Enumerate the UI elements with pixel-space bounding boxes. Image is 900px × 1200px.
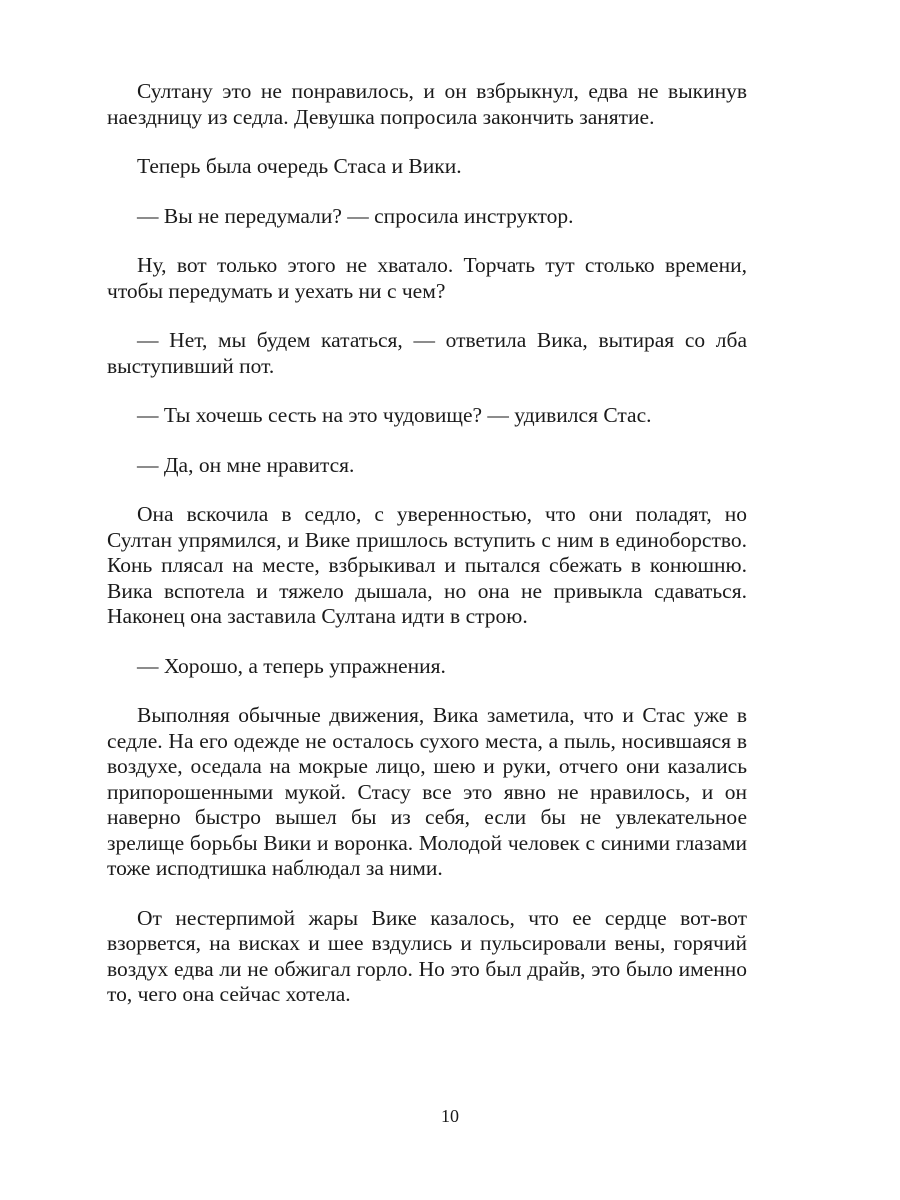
paragraph: — Ты хочешь сесть на это чудовище? — удивился Стас. [137, 403, 652, 427]
paragraph: Султану это не понравилось, и он взбрыкнул, едва не выкинув наездницу из седла. Девушка попросила закончить занятие. [107, 79, 747, 129]
paragraph: — Вы не передумали? — спросила инструктор. [137, 203, 574, 228]
paragraph: Выполняя обычные движения, Вика заметила, что и Стас уже в седле. На его одежде не осталось сухого места, а пыль, носившаяся в воздухе, оседала на мокрые лицо, шею и руки, отчего они казались припорошенными мукой. Стасу все это явно не нравилось, и он наверно быстро вышел бы из себя, если бы не увлекательное зрелище борьбы Вики и воронка. Молодой человек с синими глазами тоже исподтишка наблюдал за ними. [107, 703, 747, 880]
paragraph: — Да, он мне нравится. [137, 452, 355, 477]
page-number: 10 [441, 1106, 459, 1126]
paragraph: Она вскочила в седло, с уверенностью, что они поладят, но Султан упрямился, и Вике пришлось вступить с ним в единоборство. Конь плясал на месте, взбрыкивал и пытался сбежать в конюшню. Вика вспотела и тяжело дышала, но она не привыкла сдаваться. Наконец она заставила Султана идти в строю. [107, 502, 747, 628]
body-text [107, 79, 747, 1032]
paragraph: — Нет, мы будем кататься, — ответила Вика, вытирая со лба выступивший пот. [107, 328, 747, 378]
paragraph: Ну, вот только этого не хватало. Торчать тут столько времени, чтобы передумать и уехать ни с чем? [107, 253, 747, 303]
paragraph: Теперь была очередь Стаса и Вики. [137, 154, 462, 178]
paragraph: От нестерпимой жары Вике казалось, что ее сердце вот-вот взорвется, на висках и шее вздулись и пульсировали вены, горячий воздух едва ли не обжигал горло. Но это был драйв, это было именно то, чего она сейчас хотела. [107, 905, 747, 1006]
paragraph: — Хорошо, а теперь упражнения. [137, 653, 446, 678]
